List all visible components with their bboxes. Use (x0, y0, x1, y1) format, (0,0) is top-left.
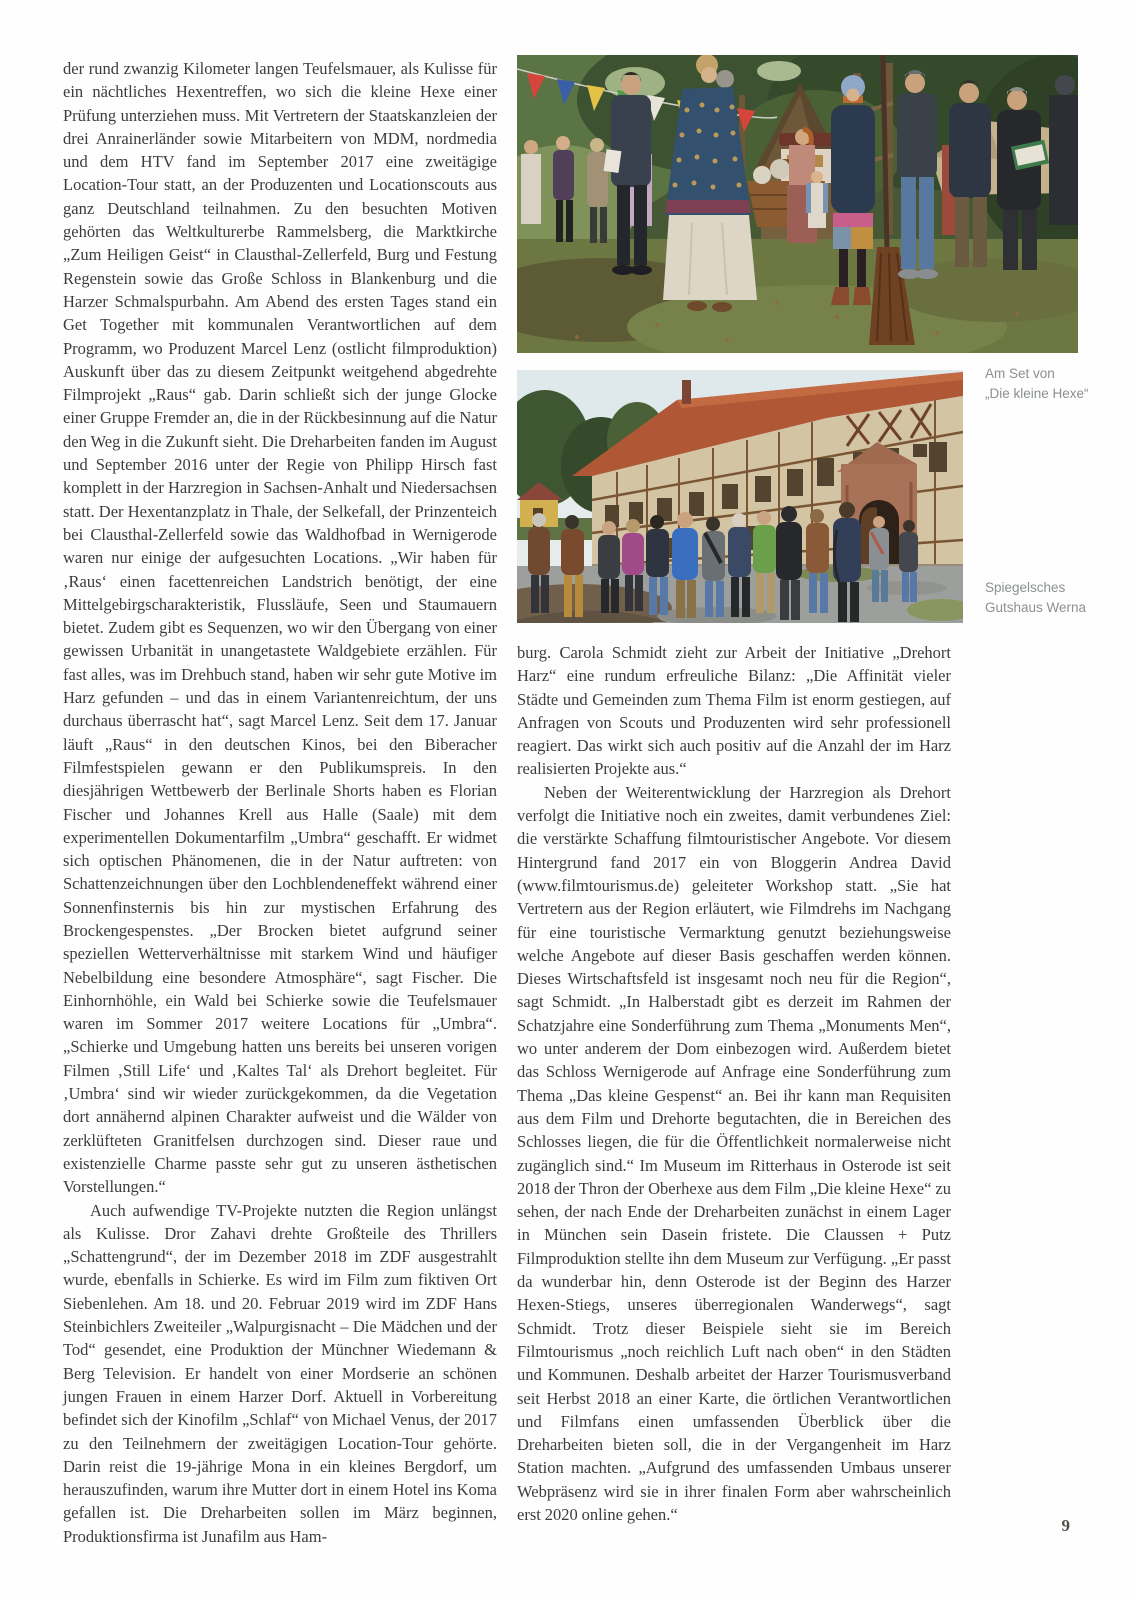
caption-line: Spiegelsches (985, 580, 1066, 595)
photo1-caption (985, 364, 1127, 403)
paragraph: Auch aufwendige TV-Projekte nutzten die Region unlängst als Kulisse. Dror Zahavi drehte Großteile des Thrillers „Schattengrund“, der im Dezember 2018 im ZDF ausgestrahlt wurde, ebenfalls in Schierke. Es wird im Film zum fiktiven Ort Siebenlehen. Am 18. und 20. Februar 2019 wird im ZDF Hans Steinbichlers Zweiteiler „Walpurgisnacht – Die Mädchen und der Tod“ gesendet, eine Produktion der Münchner Wiedemann & Berg Television. Er handelt von einer Mordserie an schönen jungen Frauen in einem Harzer Dorf. Aktuell in Vorbereitung befindet sich der Kinofilm „Schlaf“ von Michael Venus, der 2017 zu den Teilnehmern der zweitägigen Location-Tour gehörte. Darin reist die 19-jährige Mona in ein kleines Bergdorf, um herauszufinden, warum ihre Mutter dort in einem Hotel ins Koma gefallen ist. Die Dreharbeiten sollen im März beginnen, Produktionsfirma ist Junafilm aus Ham- (63, 1200, 497, 1546)
caption-line: Gutshaus Werna (985, 599, 1087, 615)
caption-line: Am Set von (985, 366, 1055, 381)
caption-line: „Die kleine Hexe“ (985, 385, 1089, 401)
article-column-left (63, 57, 497, 1548)
film-set-illustration (517, 55, 1078, 353)
photo2-caption (985, 578, 1127, 617)
gutshaus-illustration (517, 370, 963, 623)
paragraph: Neben der Weiterentwicklung der Harzregion als Drehort verfolgt die Initiative noch ein zweites, damit verbundenes Ziel: die verstärkte Schaffung filmtouristischer Angebote. Vor diesem Hintergrund fand 2017 ein von Bloggerin Andrea David (www.filmtourismus.de) geleiteter Workshop statt. „Sie hat Vertretern aus der Region erläutert, wie Filmdrehs im Nachgang für eine touristische Vermarktung genutzt beziehungsweise welche Angebote auf dieser Basis geschaffen werden können. Dieses Wirtschaftsfeld ist insgesamt noch neu für die Region“, sagt Schmidt. „In Halberstadt gibt es derzeit im Rahmen der Schatzjahre eine Sonderführung zum Thema „Monuments Men“, wo unter anderem der Dom einbezogen wird. Außerdem bietet das Schloss Wernigerode auf Anfrage eine Sonderführung zum Thema „Das kleine Gespenst“ an. Bei ihr kann man Requisiten aus dem Film und Drehorte begutachten, die in Bereichen des Schlosses liegen, die für die Öffentlichkeit normalerweise nicht zugänglich sind.“ Im Museum im Ritterhaus in Osterode ist seit 2018 der Thron der Oberhexe aus dem Film „Die kleine Hexe“ zu sehen, der nach Ende der Dreharbeiten zunächst in einem Lager in München sein Dasein fristete. Die Claussen + Putz Filmproduktion stellte ihn dem Museum zur Verfügung. „Er passt da wunderbar hin, denn Osterode ist der Beginn des Harzer Hexen-Stiegs, unseres überregionalen Wanderwegs“, sagt Schmidt. Trotz dieser Beispiele sieht sie im Bereich Filmtourismus „noch reichlich Luft nach oben“ in den Städten und Kommunen. Deshalb arbeitet der Harzer Tourismusverband seit Herbst 2018 an einer Karte, die örtlichen Verantwortlichen und Filmfans einen umfassenden Überblick über die Dreharbeiten bieten soll, die in der Vergangenheit im Harz Station machten. „Aufgrund des umfassenden Umbaus unserer Webpräsenz wird sie in ihrer finalen Form aber wahrscheinlich erst 2020 online gehen.“ (517, 782, 951, 1524)
article-column-right (517, 641, 951, 1526)
photo-gutshaus-werna (517, 370, 963, 623)
paragraph: burg. Carola Schmidt zieht zur Arbeit der Initiative „Drehort Harz“ eine rundum erfreuliche Bilanz: „Die Affinität vieler Städte und Gemeinden zum Thema Film ist enorm gestiegen, auf Anfragen von Scouts und Produzenten wird sehr professionell reagiert. Das wirkt sich auch positiv auf die Anzahl der im Harz realisierten Projekte aus.“ (517, 643, 951, 779)
page-number: 9 (1061, 1516, 1070, 1535)
photo-film-set-die-kleine-hexe (517, 55, 1078, 353)
paragraph: der rund zwanzig Kilometer langen Teufelsmauer, als Kulisse für ein nächtliches Hexentreffen, wo sich die kleine Hexe einer Prüfung unterziehen muss. Mit Vertretern der Staatskanzleien der drei Anrainerländer sowie Mitarbeitern von MDM, nordmedia und dem HTV fand im September 2017 eine zweitägige Location-Tour statt, an der Produzenten und Locationscouts aus ganz Deutschland teilnahmen. Zu den besuchten Motiven gehörten das Weltkulturerbe Rammelsberg, die Marktkirche „Zum Heiligen Geist“ in Clausthal-Zellerfeld, Burg und Festung Regenstein sowie das Große Schloss in Blankenburg und die Harzer Schmalspurbahn. Am Abend des ersten Tages stand ein Get Together mit kommunalen Verantwortlichen auf dem Programm, wo Produzent Marcel Lenz (ostlicht filmproduktion) Auskunft über das zu diesem Zeitpunkt weitgehend abgedrehte Filmprojekt „Raus“ gab. Darin schließt sich der junge Glocke einer Gruppe Fremder an, die in der Rückbesinnung auf die Natur den Weg in die Zukunft sieht. Die Dreharbeiten fanden im August und September 2016 unter der Regie von Philipp Hirsch fast komplett in der Harzregion in Sachsen-Anhalt und Niedersachsen statt. Der Hexentanzplatz in Thale, der Selkefall, der Prinzenteich bei Clausthal-Zellerfeld sowie das Waldhofbad in Wernigerode waren nur einige der aufgesuchten Locations. „Wir haben für ‚Raus‘ einen facettenreichen Landstrich benötigt, der eine Mittelgebirgscharakteristik, Flussläufe, Seen und Staumauern bietet. Zudem gibt es Sequenzen, wo wir den Übergang von einer gewissen Urbanität in unangetastete Waldgebiete erzählen. Für fast alles, was im Drehbuch stand, haben wir sehr gute Motive im Harz gefunden – und das in einem Variantenreichtum, der uns durchaus überrascht hat“, sagt Marcel Lenz. Seit dem 17. Januar läuft „Raus“ in den deutschen Kinos, bei den Biberacher Filmfestspielen gewann er den Publikumspreis. In den diesjährigen Wettbewerb der Berlinale Shorts haben es Florian Fischer und Johannes Krell aus Halle (Saale) mit dem experimentellen Dokumentarfilm „Umbra“ geschafft. Er widmet sich optischen Phänomenen, die in der Natur auftreten: von Schattenzeichnungen über den Lochblendeneffekt während einer Sonnenfinsternis bis hin zur mystischen Erfahrung des Brockengespenstes. „Der Brocken bietet aufgrund seiner speziellen Wetterverhältnisse mit starkem Wind und häufiger Nebelbildung eine besondere Atmosphäre“, sagt Fischer. Die Einhornhöhle, ein Wald bei Schierke sowie die Teufelsmauer waren im Sommer 2017 weitere Locations für „Umbra“. „Schierke und Umgebung hatten uns bereits bei unseren vorigen Filmen ‚Still Life‘ und ‚Kaltes Tal‘ als Drehort begleitet. Für ‚Umbra‘ sind wir wieder zurückgekommen, da die Vegetation dort annähernd alpinen Charakter aufweist und die Wälder von zerklüfteten Granitfelsen durchzogen sind. Dieser raue und existenzielle Charme passte sehr gut zu unseren ästhetischen Vorstellungen.“ (63, 59, 497, 1197)
